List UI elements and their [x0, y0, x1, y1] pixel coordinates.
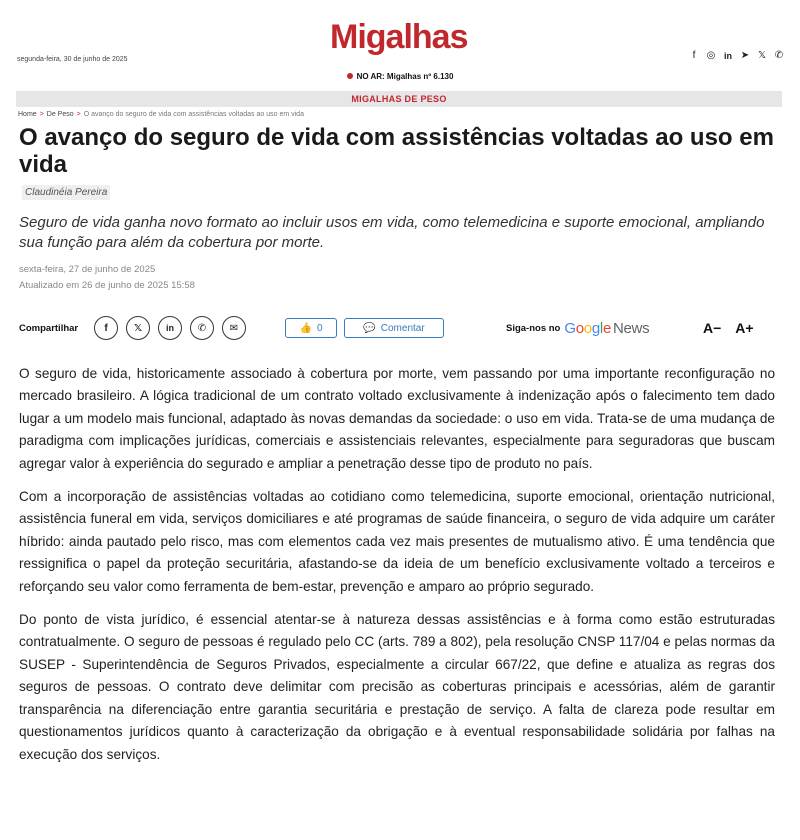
share-x-button[interactable] [126, 316, 150, 340]
google-news-follow[interactable] [506, 320, 649, 337]
breadcrumb-section[interactable]: De Peso [46, 111, 74, 118]
linkedin-icon[interactable]: in [724, 51, 732, 61]
share-linkedin-button[interactable] [158, 316, 182, 340]
breadcrumb-separator: > [39, 111, 44, 118]
email-icon: ✉ [229, 322, 239, 334]
share-label: Compartilhar [19, 323, 79, 334]
article-paragraph: O seguro de vida, historicamente associado à cobertura por morte, vem passando por uma importante reconfiguração no mercado brasileiro. A lógica tradicional de um contrato voltado exclusivamente à indenização após o falecimento tem dado lugar a um modelo mais funcional, adaptado às novas demandas da sociedade: o uso em vida. Trata-se de uma mudança de paradigma com implicações jurídicas, comerciais e assistenciais relevantes, especialmente para seguradoras que buscam agregar valor à experiência do segurado e ampliar a penetração desse tipo de produto no país. [19, 366, 775, 471]
linkedin-icon: in [166, 323, 174, 333]
follow-label: Siga-nos no [506, 323, 561, 334]
share-whatsapp-button[interactable] [190, 316, 214, 340]
on-air-banner[interactable] [0, 72, 800, 81]
article-paragraph: Com a incorporação de assistências voltadas ao cotidiano como telemedicina, suporte emocional, orientação nutricional, assistência funeral em vida, serviços domiciliares e até programas de saúde financeira, o seguro de vida adquire um caráter híbrido: ainda pautado pelo risco, mas com elementos cada vez mais presentes de mutualismo ativo. É uma tendência que ressignifica o papel da proteção securitária, afastando-se da ideia de um benefício exclusivamente voltado a terceiros e reforçando seu valor como ferramenta de bem-estar, prevenção e amparo ao próprio segurado. [19, 489, 775, 594]
font-decrease-button[interactable]: A− [703, 320, 722, 336]
article-author[interactable]: Claudinéia Pereira [22, 185, 110, 200]
comment-button[interactable] [344, 318, 444, 338]
breadcrumb-separator: > [76, 111, 81, 118]
header-social-links [689, 50, 784, 62]
published-date: sexta-feira, 27 de junho de 2025 [19, 264, 156, 275]
share-toolbar [19, 316, 781, 342]
facebook-icon[interactable]: f [692, 50, 696, 61]
telegram-icon[interactable]: ➤ [740, 50, 750, 61]
x-icon: 𝕏 [133, 322, 143, 334]
header-date: segunda-feira, 30 de junho de 2025 [17, 56, 128, 63]
facebook-icon: f [104, 322, 108, 334]
share-facebook-button[interactable] [94, 316, 118, 340]
section-label[interactable]: MIGALHAS DE PESO [16, 91, 782, 107]
font-size-controls [703, 320, 754, 336]
updated-date: Atualizado em 26 de junho de 2025 15:58 [19, 280, 195, 291]
share-email-button[interactable] [222, 316, 246, 340]
breadcrumb-home[interactable]: Home [18, 111, 37, 118]
comment-label: Comentar [380, 322, 425, 334]
whatsapp-icon[interactable]: ✆ [774, 50, 784, 61]
instagram-icon[interactable]: ◎ [706, 50, 716, 61]
like-count: 0 [316, 322, 323, 334]
thumbs-up-icon: 👍 [299, 322, 312, 334]
article-dates [19, 262, 195, 294]
font-increase-button[interactable]: A+ [735, 320, 754, 336]
site-logo[interactable]: Migalhas [330, 18, 468, 56]
article-paragraph: Do ponto de vista jurídico, é essencial atentar-se à natureza dessas assistências e à forma como estão estruturadas contratualmente. O seguro de pessoas é regulado pelo CC (arts. 789 a 802), pela resolução CNSP 117/04 e pelas normas da SUSEP - Superintendência de Seguros Privados, especialmente a circular 667/22, que define e atualiza as regras dos seguros de pessoas. O contrato deve delimitar com precisão as coberturas principais e acessórias, além de garantir transparência na diferenciação entre garantia securitária e prestação de serviço. A falta de clareza pode resultar em questionamentos jurídicos quanto à caracterização da obrigação e à eventual responsabilidade solidária por falhas na execução dos serviços. [19, 612, 775, 762]
like-button[interactable] [285, 318, 337, 338]
article-title: O avanço do seguro de vida com assistências voltadas ao uso em vida [19, 124, 774, 178]
live-dot-icon [347, 73, 353, 79]
google-news-logo: Google News [564, 320, 650, 337]
speech-bubble-icon: 💬 [363, 322, 376, 334]
share-buttons [94, 316, 246, 340]
on-air-text: NO AR: Migalhas nº 6.130 [356, 72, 454, 81]
breadcrumb [18, 111, 304, 118]
article-subtitle: Seguro de vida ganha novo formato ao incluir usos em vida, como telemedicina e suporte emocional, ampliando sua função para além da cobertura por morte. [19, 214, 765, 251]
article-body [19, 363, 775, 777]
x-icon[interactable]: 𝕏 [757, 50, 767, 61]
whatsapp-icon: ✆ [197, 322, 207, 334]
breadcrumb-current: O avanço do seguro de vida com assistências voltadas ao uso em vida [83, 111, 304, 118]
